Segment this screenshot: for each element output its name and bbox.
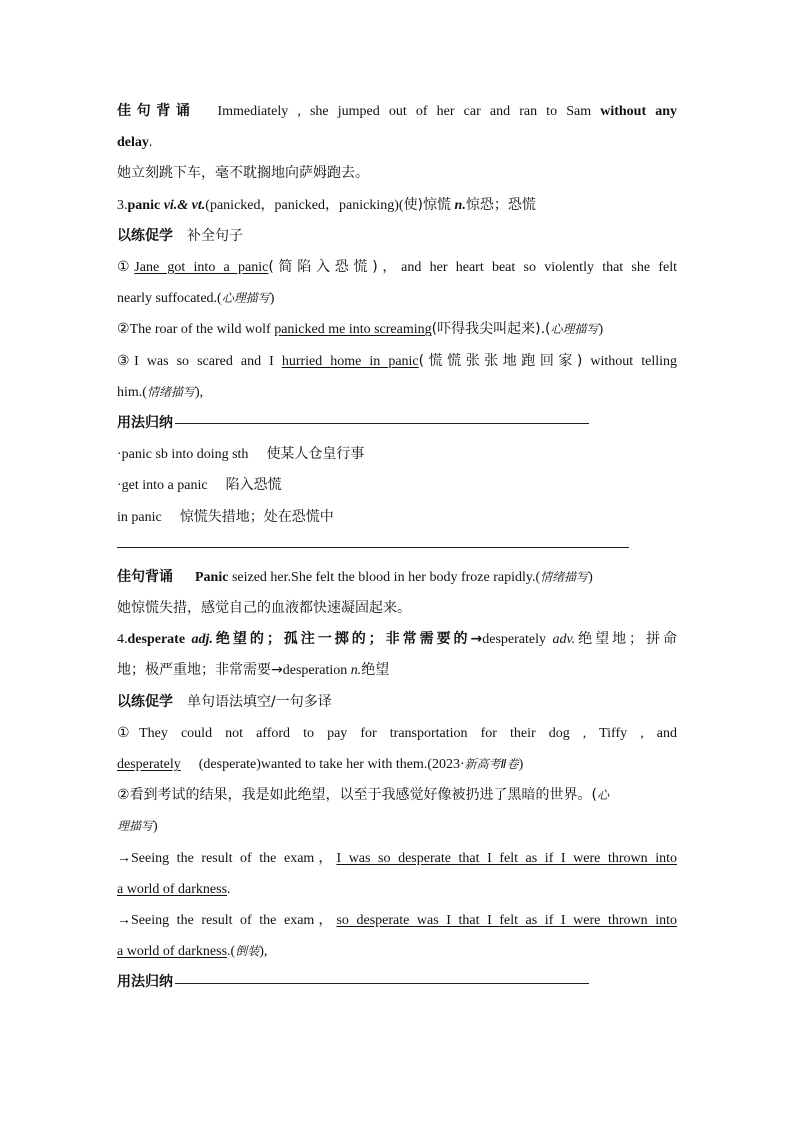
divider xyxy=(117,547,629,548)
exercise-2 xyxy=(117,780,677,811)
answer: hurried home in panic xyxy=(281,353,419,369)
exercise-1-cont xyxy=(117,749,677,780)
practice-heading xyxy=(117,221,677,252)
exercise-2-cont xyxy=(117,811,677,842)
answer: panicked me into screaming xyxy=(274,322,432,338)
section-label: 佳句背诵 xyxy=(117,103,196,119)
entry-number: 4. xyxy=(117,632,128,648)
usage-phrase: ·get into a panic xyxy=(117,478,208,494)
usage-summary-heading xyxy=(117,408,677,439)
exercise-number: ② xyxy=(117,788,130,804)
note-tag: 心 xyxy=(597,788,610,803)
part-of-speech: adv. xyxy=(546,632,576,648)
meaning: 惊恐；恐慌 xyxy=(465,196,536,213)
sentence-text: without telling xyxy=(590,353,678,369)
hint-cn: (简陷入恐慌) xyxy=(268,259,378,276)
section-label: 以练促学 xyxy=(117,693,173,710)
period: . xyxy=(227,881,231,897)
part-of-speech: n. xyxy=(347,663,362,679)
note-tag: 理描写 xyxy=(117,819,154,834)
meaning: 绝望 xyxy=(361,662,390,679)
paren: ) xyxy=(588,569,593,585)
derived-word: desperately xyxy=(482,632,546,648)
section-label: 用法归纳 xyxy=(117,974,173,991)
exercise-3-cont xyxy=(117,377,677,408)
sentence-cn: 看到考试的结果，我是如此绝望，以至于我感觉好像被扔进了黑暗的世界。( xyxy=(129,787,598,804)
task-type: 补全句子 xyxy=(187,227,243,244)
sentence-memorize-1-cont xyxy=(117,127,677,158)
section-label: 用法归纳 xyxy=(117,415,173,432)
note-tag: 情绪描写 xyxy=(146,384,195,399)
exercise-3 xyxy=(117,346,677,377)
sentence-translation-2: 她惊慌失措，感觉自己的血液都快速凝固起来。 xyxy=(117,600,411,617)
exercise-number: ① xyxy=(117,260,135,276)
section-label: 佳句背诵 xyxy=(117,568,173,585)
sentence-text: him.( xyxy=(117,384,147,400)
meaning: 绝望地；拼命 xyxy=(575,631,678,648)
divider xyxy=(175,423,589,424)
part-of-speech: vi.& vt. xyxy=(160,197,206,213)
sentence-en: seized her.She felt the blood in her body froze rapidly.( xyxy=(228,569,541,585)
word-entry-desperate-cont xyxy=(117,655,677,686)
answer: a world of darkness xyxy=(117,881,228,897)
practice-heading xyxy=(117,687,677,718)
usage-meaning: 陷入恐慌 xyxy=(225,477,282,494)
meaning: 使)惊慌 xyxy=(403,196,452,213)
document-page xyxy=(117,96,677,999)
sentence-text: The roar of the wild wolf xyxy=(129,322,271,338)
translation-2 xyxy=(117,905,677,936)
part-of-speech: n. xyxy=(451,197,466,213)
derived-word: desperation xyxy=(282,663,348,679)
sentence-bold: Panic xyxy=(195,569,229,585)
answer: a world of darkness xyxy=(117,944,228,960)
task-type: 单句语法填空/一句多译 xyxy=(187,693,332,710)
word-entry-panic xyxy=(117,190,677,221)
usage-item xyxy=(117,470,677,501)
usage-summary-heading xyxy=(117,967,677,998)
sentence-memorize-1 xyxy=(117,96,677,127)
meaning: 地；极严重地；非常需要→ xyxy=(117,662,283,679)
sentence-text: nearly suffocated.( xyxy=(117,291,222,307)
translation-1 xyxy=(117,843,677,874)
paren: ) xyxy=(598,322,604,338)
word-forms: (panicked，panicked，panicking)( xyxy=(205,197,404,213)
period: . xyxy=(148,135,153,151)
entry-number: 3. xyxy=(117,197,128,213)
usage-phrase: ·panic sb into doing sth xyxy=(117,447,249,463)
headword: desperate xyxy=(127,632,186,648)
paren: ) xyxy=(153,819,158,835)
sentence-text: ，and her heart beat so violently that she felt xyxy=(377,260,677,276)
exercise-2 xyxy=(117,314,677,345)
sentence-text: →Seeing the result of the exam， xyxy=(117,850,337,866)
sentence-bold: without any xyxy=(600,104,678,119)
paren: .( xyxy=(227,944,236,960)
sentence-text: They could not afford to pay for transportation for their dog , Tiffy , and xyxy=(139,725,677,741)
word-entry-desperate xyxy=(117,624,677,655)
meaning: 绝望的；孤注一掷的；非常需要的→ xyxy=(212,631,483,648)
translation-1-cont xyxy=(117,874,677,905)
usage-phrase: in panic xyxy=(117,509,162,525)
sentence-memorize-2 xyxy=(117,562,677,593)
exercise-number: ② xyxy=(117,322,130,338)
exercise-1 xyxy=(117,252,677,283)
paren: ), xyxy=(259,944,268,960)
exercise-1 xyxy=(117,718,677,749)
exercise-1-cont xyxy=(117,283,677,314)
paren: ) xyxy=(518,757,524,773)
answer: I was so desperate that I felt as if I were thrown into xyxy=(336,850,677,866)
sentence-en: Immediately , she jumped out of her car and ran to Sam xyxy=(217,104,592,119)
note-tag: 倒装 xyxy=(235,944,260,959)
hint-cn: (慌慌张张地跑回家) xyxy=(418,352,583,369)
usage-item xyxy=(117,439,677,470)
sentence-text: (desperate)wanted to take her with them.(2023· xyxy=(198,757,465,773)
usage-item xyxy=(117,502,677,533)
exercise-number: ① xyxy=(117,725,140,741)
note-tag: 新高考Ⅱ卷 xyxy=(464,757,519,772)
sentence-text: →Seeing the result of the exam， xyxy=(117,913,337,929)
note-tag: 心理描写 xyxy=(221,291,270,306)
hint-cn: (吓得我尖叫起来).( xyxy=(431,321,551,338)
divider xyxy=(175,983,589,984)
note-tag: 情绪描写 xyxy=(540,569,589,584)
paren: ), xyxy=(194,384,204,400)
note-tag: 心理描写 xyxy=(550,322,599,337)
answer: Jane got into a panic xyxy=(134,260,269,276)
exercise-number: ③ xyxy=(117,353,135,369)
answer: desperately xyxy=(117,757,181,773)
sentence-translation-1: 她立刻跳下车，毫不耽搁地向萨姆跑去。 xyxy=(117,165,369,182)
sentence-text: I was so scared and I xyxy=(134,353,274,369)
usage-meaning: 使某人仓皇行事 xyxy=(266,446,365,463)
section-label: 以练促学 xyxy=(117,227,173,244)
sentence-bold: delay xyxy=(117,135,149,151)
translation-2-cont xyxy=(117,936,677,967)
answer: so desperate was I that I felt as if I were thrown into xyxy=(336,913,677,929)
headword: panic xyxy=(127,197,161,213)
paren: ) xyxy=(269,291,275,307)
part-of-speech: adj. xyxy=(185,632,213,648)
usage-meaning: 惊慌失措地；处在恐慌中 xyxy=(179,508,334,525)
